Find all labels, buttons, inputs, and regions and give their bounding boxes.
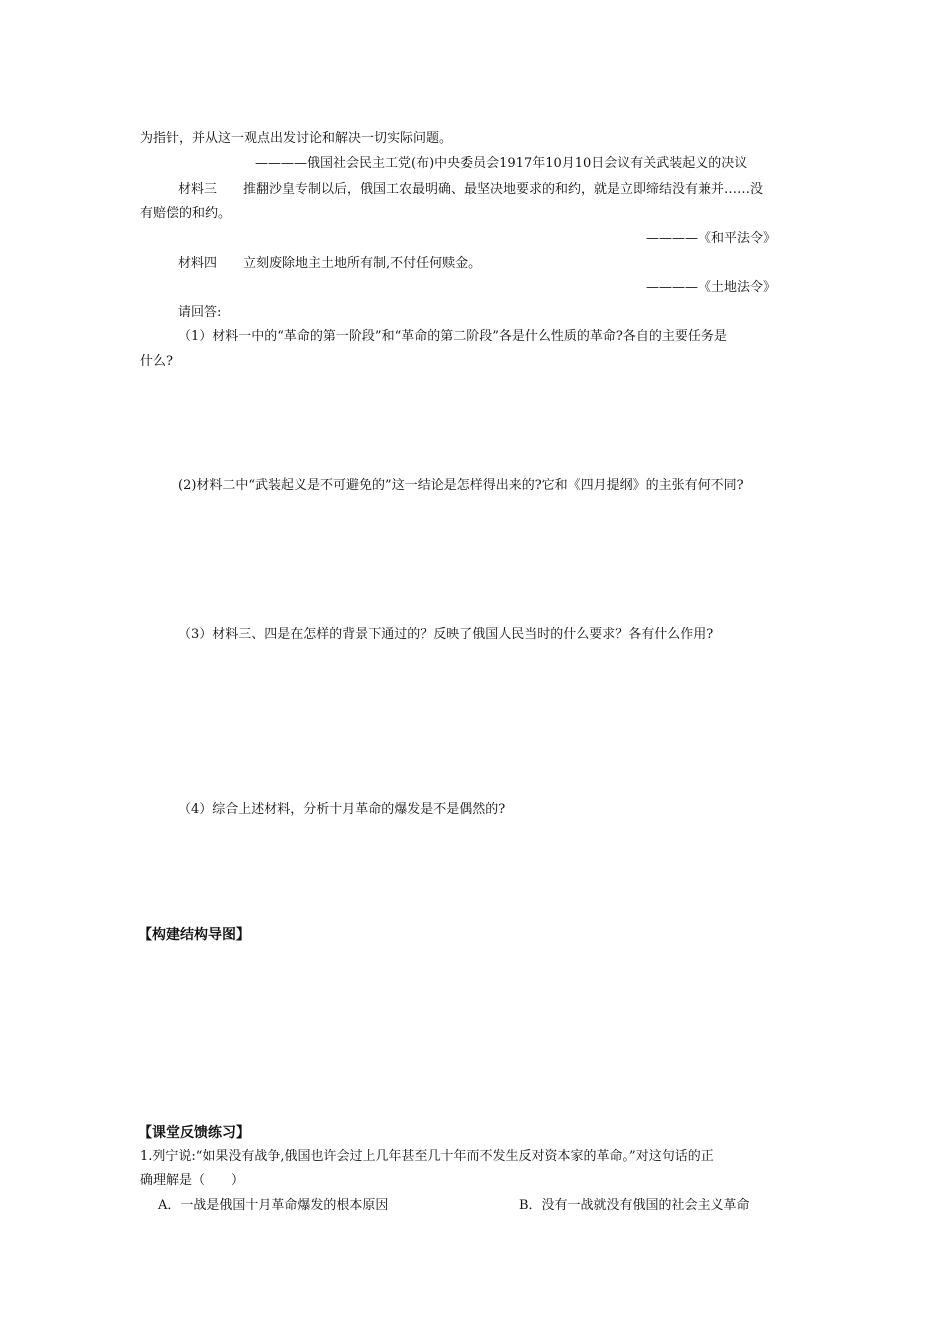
structure-map-heading: 【构建结构导图】 <box>138 927 250 943</box>
feedback-heading: 【课堂反馈练习】 <box>138 1125 250 1141</box>
question-1: （1）材料一中的“革命的第一阶段”和“革命的第二阶段”各是什么性质的革命?各自的主要任务是 <box>178 329 727 344</box>
material3-label: 材料三 <box>178 182 218 197</box>
question-4: （4）综合上述材料，分析十月革命的爆发是不是偶然的? <box>178 802 506 817</box>
material2-tail-text: 为指针，并从这一观点出发讨论和解决一切实际问题。 <box>140 131 453 146</box>
material4-source: ————《土地法令》 <box>646 280 777 295</box>
exercise-1-option-a: A．一战是俄国十月革命爆发的根本原因 <box>158 1198 389 1213</box>
exercise-1-stem-continued: 确理解是（ ） <box>140 1173 245 1188</box>
questions-intro: 请回答: <box>178 305 222 320</box>
question-3: （3）材料三、四是在怎样的背景下通过的？反映了俄国人民当时的什么要求？各有什么作用? <box>178 627 714 642</box>
exercise-1-option-b: B．没有一战就没有俄国的社会主义革命 <box>519 1198 750 1213</box>
question-1-continued: 什么? <box>140 354 173 369</box>
question-2: (2)材料二中“武装起义是不可避免的”这一结论是怎样得出来的?它和《四月提纲》的主张有何不同? <box>178 478 744 493</box>
material4-text: 立刻废除地主土地所有制,不付任何赎金。 <box>243 256 482 271</box>
exercise-1-stem: 1.列宁说:“如果没有战争,俄国也许会过上几年甚至几十年而不发生反对资本家的革命。”对这句话的正 <box>140 1149 714 1164</box>
material3-source: ————《和平法令》 <box>646 231 777 246</box>
material2-source: ————俄国社会民主工党(布)中央委员会1917年10月10日会议有关武装起义的决议 <box>255 156 748 171</box>
material3-text-continued: 有赔偿的和约。 <box>140 206 232 221</box>
material3-text: 推翻沙皇专制以后，俄国工农最明确、最坚决地要求的和约，就是立即缔结没有兼并……没 <box>243 182 764 197</box>
material4-label: 材料四 <box>178 256 218 271</box>
